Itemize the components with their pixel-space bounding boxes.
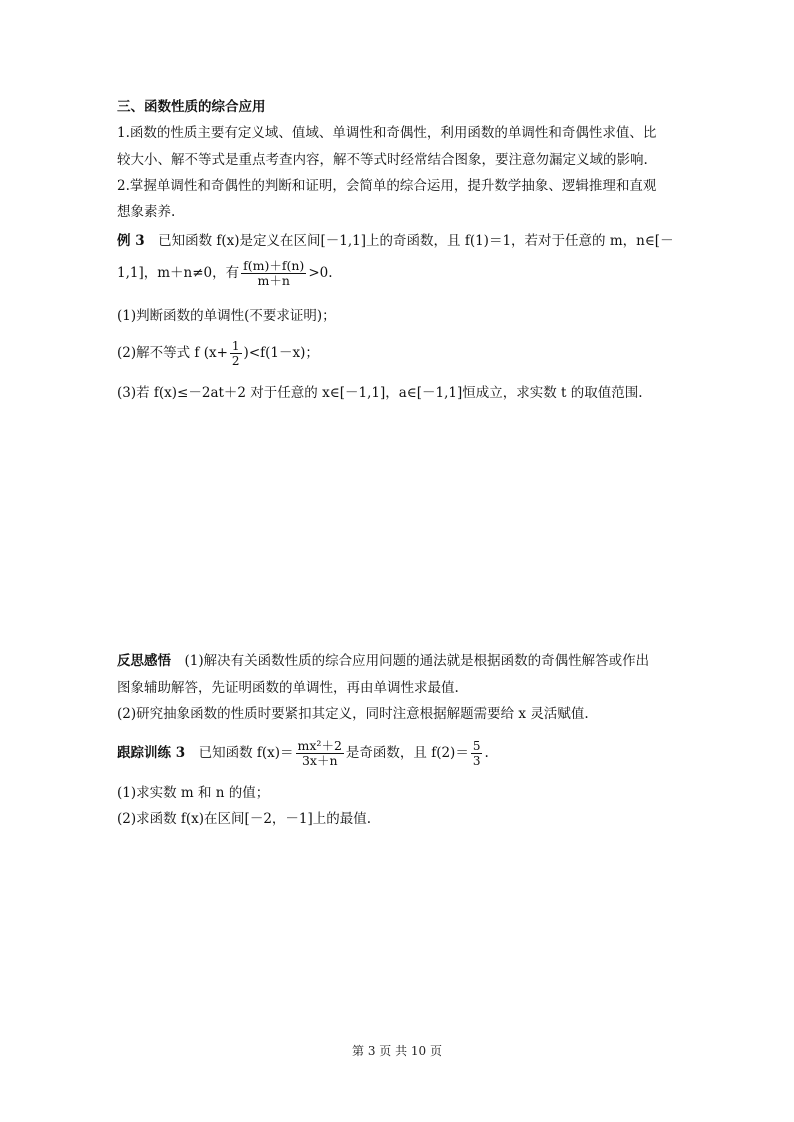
reflection-text-1: (1)解决有关函数性质的综合应用问题的通法就是根据函数的奇偶性解答或作出 (171, 653, 650, 669)
fraction-numerator: mx²＋2 (297, 738, 342, 753)
example-3-question-3: (3)若 f(x)≤－2at＋2 对于任意的 x∈[－1,1]，a∈[－1,1]恒成立，求实数 t 的取值范围. (117, 385, 643, 401)
training-3-label: 跟踪训练 3 (117, 745, 186, 761)
example-3-label: 例 3 (117, 233, 145, 249)
example-3-line-2 (117, 259, 333, 288)
paragraph-1-line-2: 较大小、解不等式是重点考查内容，解不等式时经常结合图象，要注意勿漏定义域的影响. (117, 152, 648, 168)
fraction-denominator: 3x＋n (301, 753, 338, 768)
example-3-question-2 (117, 339, 319, 368)
training-3-question-1: (1)求实数 m 和 n 的值； (117, 785, 270, 801)
paragraph-2-line-2: 想象素养. (117, 204, 176, 220)
reflection-line-3: (2)研究抽象函数的性质时要紧扣其定义，同时注意根据解题需要给 x 灵活赋值. (117, 706, 589, 722)
example-3-text: 已知函数 f(x)是定义在区间[－1,1]上的奇函数，且 f(1)＝1，若对于任意的 m，n∈[－ (144, 233, 674, 249)
question-2-post: )<f(1－x)； (243, 345, 319, 361)
example-3-question-1: (1)判断函数的单调性(不要求证明)； (117, 308, 336, 324)
fraction-denominator: 3 (472, 754, 481, 768)
training-3-fraction (296, 739, 344, 768)
example-3-line-1 (117, 230, 674, 252)
fraction-numerator: 1 (231, 339, 240, 353)
training-3-mid: 是奇函数，且 f(2)＝ (345, 745, 469, 761)
example-3-fraction (241, 259, 306, 288)
question-2-fraction (230, 339, 242, 368)
example-3-line-2-post: >0. (308, 265, 333, 281)
paragraph-1-line-1: 1.函数的性质主要有定义域、值域、单调性和奇偶性，利用函数的单调性和奇偶性求值、比 (117, 125, 657, 141)
paragraph-2-line-1: 2.掌握单调性和奇偶性的判断和证明，会简单的综合运用，提升数学抽象、逻辑推理和直观 (117, 178, 657, 194)
training-3-line (117, 739, 489, 768)
fraction-denominator: 2 (231, 354, 240, 368)
reflection-label: 反思感悟 (117, 653, 171, 669)
reflection-line-1 (117, 650, 649, 672)
fraction-denominator: m＋n (257, 273, 290, 288)
example-3-line-2-pre: 1,1]，m＋n≠0，有 (117, 265, 240, 281)
fraction-numerator: 5 (472, 739, 481, 753)
page-footer: 第 3 页 共 10 页 (352, 1044, 442, 1058)
training-3-pre: 已知函数 f(x)＝ (185, 745, 294, 761)
training-3-fraction-2 (471, 739, 483, 768)
section-title: 三、函数性质的综合应用 (117, 99, 266, 115)
training-3-post: . (484, 745, 489, 761)
training-3-question-2: (2)求函数 f(x)在区间[－2，－1]上的最值. (117, 811, 372, 827)
fraction-numerator: f(m)＋f(n) (243, 258, 305, 273)
reflection-line-2: 图象辅助解答，先证明函数的单调性，再由单调性求最值. (117, 680, 459, 696)
question-2-pre: (2)解不等式 f (x+ (117, 345, 228, 361)
